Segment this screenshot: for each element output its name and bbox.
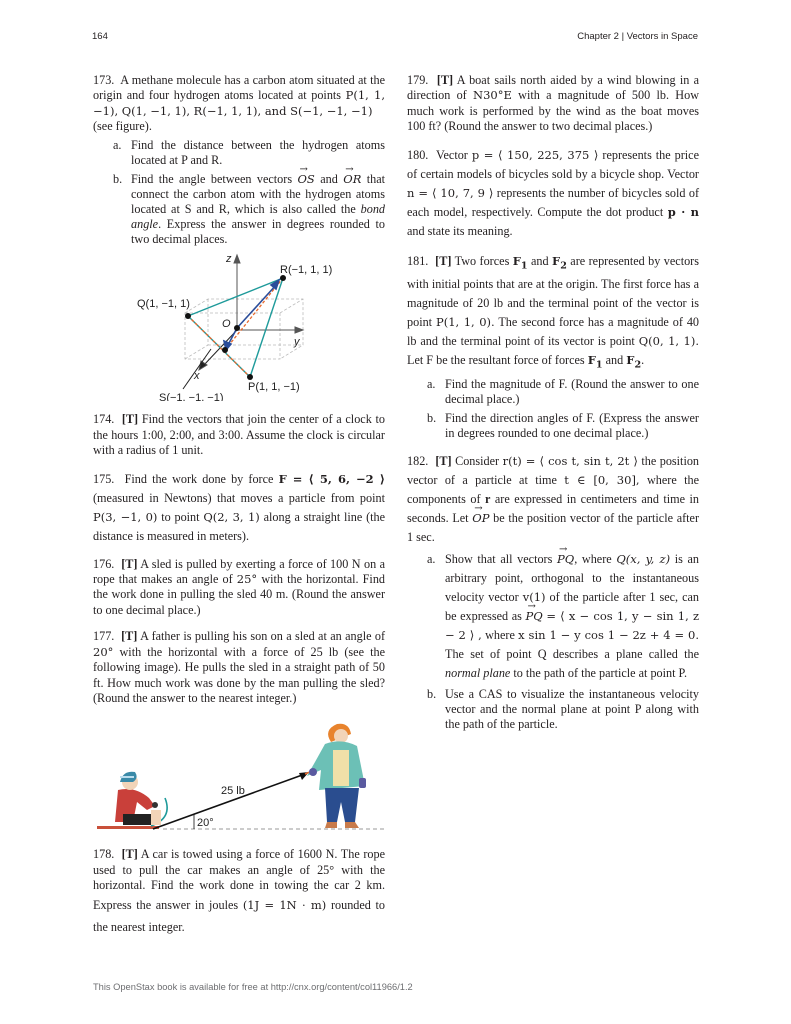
exercise-text: A sled is pulled by exerting a force of 100 N on a rope that makes an angle of — [93, 556, 386, 587]
exercise-number: 175. — [93, 471, 115, 486]
joule-definition: (1J = 1N · m) — [242, 897, 327, 912]
subpart-label: a. — [427, 377, 436, 392]
exercise-text: Let F be the resultant force of forces — [407, 352, 585, 367]
exercise-number: 181. — [407, 253, 429, 268]
vector-op: → OP — [472, 509, 489, 528]
exercise-text: and state its meaning. — [407, 223, 513, 238]
exercise-text: A father is pulling his son on a sled at an angle of — [140, 629, 386, 644]
axis-label-x: x — [194, 370, 200, 383]
subpart-b — [427, 411, 699, 441]
point-label-q: Q(1, −1, 1) — [137, 298, 190, 311]
subpart-a — [113, 138, 385, 169]
bond-angle-term: bond angle — [131, 202, 385, 232]
sled-figure — [93, 710, 385, 836]
subpart-a — [427, 377, 699, 407]
vector-pq: → PQ — [557, 550, 574, 569]
vector-r: r — [484, 492, 491, 507]
exercise-text: The second force has a magnitude of 40 lb and the terminal point of its vector is point — [407, 314, 700, 348]
vector-n: n = ⟨ 10, 7, 9 ⟩ — [407, 185, 494, 200]
time-interval: t ∈ [0, 30], — [564, 473, 640, 488]
sled-illustration — [93, 710, 385, 836]
subpart-text: where — [485, 628, 515, 643]
pq-expression: = ⟨ x − cos 1, y − sin 1, z − 2 ⟩ , — [445, 609, 700, 643]
subpart-text: that connect the carbon atom with the hydrogen atoms located at S and R, which is also called the — [131, 172, 386, 217]
direction-value: N30°E — [473, 88, 512, 103]
point-label-p: P(1, 1, −1) — [248, 381, 300, 394]
technology-tag: [T] — [436, 73, 454, 87]
subpart-text: Find the angle between vectors — [131, 172, 293, 187]
technology-tag: [T] — [121, 847, 138, 862]
point-q: Q(0, 1, 1). — [638, 333, 700, 348]
point-label-s: S(−1, −1, −1) — [159, 392, 224, 402]
velocity-vector: v(1) — [522, 590, 546, 605]
point-p: P(1, 1, 0). — [435, 314, 495, 329]
exercise-text: represents the number of bicycles sold of each model, respectively. Compute the dot product — [407, 185, 699, 219]
subpart-label: a. — [113, 137, 122, 152]
technology-tag: [T] — [435, 454, 452, 469]
exercise-179 — [407, 73, 699, 135]
force-f2: $F_2$ — [552, 253, 567, 271]
subpart-a — [427, 550, 699, 683]
subpart-text: Find the distance between the hydrogen atoms located at P and R. — [131, 137, 385, 168]
methane-figure — [93, 249, 385, 401]
subparts — [407, 550, 699, 732]
chapter-title: Chapter 2 | Vectors in Space — [577, 31, 698, 42]
exercise-text: along a straight line (the distance is measured in meters). — [93, 509, 386, 543]
exercise-number: 173. — [93, 73, 115, 87]
subpart-text: . Express the answer in degrees rounded to two decimal places. — [131, 217, 385, 247]
exercise-text: are expressed in centimeters and time in seconds. Let — [407, 492, 699, 526]
exercise-text: rounded to the nearest integer. — [93, 897, 386, 934]
technology-tag: [T] — [435, 253, 452, 268]
subparts — [93, 138, 385, 248]
origin-label: O — [222, 318, 231, 331]
exercise-text: the position vector of a particle at time — [407, 454, 700, 488]
exercise-180 — [407, 146, 699, 241]
point-q: Q(x, y, z) — [616, 552, 671, 567]
angle-value: 20° — [93, 644, 114, 659]
technology-tag: [T] — [121, 556, 138, 571]
exercise-text: with a magnitude of 500 lb. How much work is performed by the wind as the boat moves 100 ft? (Round the answer to two decimal places.) — [407, 88, 699, 134]
axis-label-z: z — [226, 253, 232, 266]
subpart-text: of the particle after 1 sec, can be expressed as — [445, 590, 700, 624]
exercise-text: with the horizontal with a force of 25 lb (see the following image). He pulls the sled in a straight path of 50 ft. How much work was done by the man pulling the sled? (Round the answer to the nearest integer.) — [93, 644, 385, 705]
position-function: r(t) = ⟨ cos t, sin t, 2t ⟩ — [502, 454, 638, 469]
exercise-text: A car is towed using a force of 1600 N. The rope used to pull the car makes an angle of 25° with the horizontal. Find the work done in towing the car 2 km. Express the answer in joules — [93, 847, 386, 912]
angle-value: 25° — [236, 572, 258, 587]
subpart-label: a. — [427, 552, 436, 567]
force-label: 25 lb — [221, 785, 245, 798]
exercise-text: Find the vectors that join the center of a clock to the hours 1:00, 2:00, and 3:00. Assume the clock is circular with a radius of 1 unit. — [93, 412, 386, 458]
axis-label-y: y — [294, 336, 300, 349]
exercise-text: A methane molecule has a carbon atom situated at the origin and four hydrogen atoms located at points — [93, 73, 386, 103]
subpart-text: is an arbitrary point, orthogonal to the instantaneous velocity vector — [445, 552, 700, 605]
exercise-text: and — [531, 253, 549, 268]
point-label-r: R(−1, 1, 1) — [280, 264, 333, 277]
subparts — [407, 377, 699, 441]
subpart-b — [427, 687, 699, 732]
exercise-178 — [93, 847, 385, 937]
exercise-text: be the position vector of the particle after 1 sec. — [407, 511, 700, 545]
force-vector: F = ⟨ 5, 6, −2 ⟩ — [278, 471, 386, 486]
subpart-text: Find the magnitude of F. (Round the answer to one decimal place.) — [445, 377, 699, 407]
exercise-number: 179. — [407, 73, 429, 87]
subpart-text: The set of point Q describes a plane called the — [445, 647, 699, 662]
exercise-number: 180. — [407, 147, 429, 162]
subpart-text: and — [320, 172, 338, 187]
footer-note: This OpenStax book is available for free at http://cnx.org/content/col11966/1.2 — [93, 982, 413, 992]
exercise-text: and — [605, 352, 624, 367]
subpart-text: to the path of the particle at point P. — [513, 666, 688, 681]
subpart-b — [113, 172, 385, 247]
vector-pq: → PQ — [526, 607, 543, 626]
subpart-text: Find the direction angles of F. (Express the answer in degrees rounded to one decimal place.) — [445, 411, 699, 441]
exercise-177 — [93, 629, 385, 836]
vector-or: → OR — [343, 172, 361, 187]
exercise-number: 178. — [93, 847, 115, 862]
vector-os: → OS — [298, 172, 315, 187]
page-number: 164 — [92, 31, 108, 42]
exercise-text: A boat sails north aided by a wind blowing in a direction of — [407, 73, 700, 103]
father-icon — [307, 724, 366, 828]
subpart-text: Show that all vectors — [445, 552, 553, 567]
point-p: P(3, −1, 0) — [93, 509, 158, 524]
exercise-181: 181. [T] Two forces $F_1$ and $F_2$ are represented by vectors with initial points that are at the origin. The first force has a magnitude of 20 lb and the terminal point of the vector is point P(1, 1, 0). The second force has a magnitude of 40 lb and the terminal point of its vector is point Q(0, 1, 1). Let F be the resultant force of forces $F_1$ and $F_2$. a. Find the magnitude of F. (Round the answer to one decimal place.) b. Find the direction angles of F. (Express the answer in degrees rounded to one decimal place.) — [407, 253, 700, 441]
exercise-text: Find the work done by force — [124, 471, 274, 486]
subpart-label: b. — [113, 172, 123, 187]
subpart-text: , where — [574, 552, 612, 567]
exercise-text: Two forces — [454, 253, 510, 268]
exercise-182 — [407, 452, 699, 732]
exercise-number: 176. — [93, 556, 115, 571]
exercise-text-tail: (see figure). — [93, 119, 152, 134]
force-f1: $F_1$ — [512, 253, 528, 271]
right-column — [407, 73, 699, 743]
subpart-text: Use a CAS to visualize the instantaneous velocity vector and the normal plane at point P along with the path of the particle. — [445, 687, 699, 732]
exercise-number: 182. — [407, 454, 429, 469]
subpart-label: b. — [427, 411, 437, 426]
child-icon — [115, 772, 161, 825]
subpart-label: b. — [427, 687, 437, 702]
points-math: P(1, 1, −1), Q(1, −1, 1), R(−1, 1, 1), and S(−1, −1, −1) — [93, 88, 386, 118]
exercise-176 — [93, 557, 385, 619]
exercise-text: Vector — [436, 147, 468, 162]
exercise-text: with the horizontal. Find the work done in pulling the sled 40 m. (Round the answer to one decimal place.) — [93, 572, 386, 617]
exercise-text: to point — [161, 509, 200, 524]
point-q: Q(2, 3, 1) — [203, 509, 260, 524]
plane-equation: x sin 1 − y cos 1 − 2z + 4 = 0. — [518, 628, 700, 643]
exercise-number: 177. — [93, 629, 115, 644]
exercise-text: are represented by vectors with initial points that are at the origin. The first force has a magnitude of 20 lb and the terminal point of the vector is point — [407, 253, 699, 329]
exercise-text: represents the price of certain models of bicycles sold by a bicycle shop. Vector — [407, 147, 699, 181]
methane-diagram — [93, 249, 385, 401]
dot-product: p · n — [667, 204, 699, 219]
exercise-text: where the components of — [407, 473, 700, 507]
exercise-174 — [93, 412, 385, 458]
exercise-number: 174. — [93, 412, 115, 427]
exercise-173 — [93, 73, 385, 401]
normal-plane-term: normal plane — [445, 666, 511, 681]
force-f2: $F_2$ — [626, 352, 642, 371]
vector-p: p = ⟨ 150, 225, 375 ⟩ — [471, 147, 599, 162]
technology-tag: [T] — [121, 629, 138, 644]
force-f1: $F_1$ — [587, 352, 603, 371]
left-column — [93, 73, 385, 949]
exercise-175 — [93, 470, 385, 546]
technology-tag: [T] — [121, 412, 139, 427]
angle-label: 20° — [197, 817, 214, 830]
exercise-text: (measured in Newtons) that moves a particle from point — [93, 490, 385, 505]
exercise-text: Consider — [455, 454, 500, 469]
sled-icon — [97, 826, 159, 829]
